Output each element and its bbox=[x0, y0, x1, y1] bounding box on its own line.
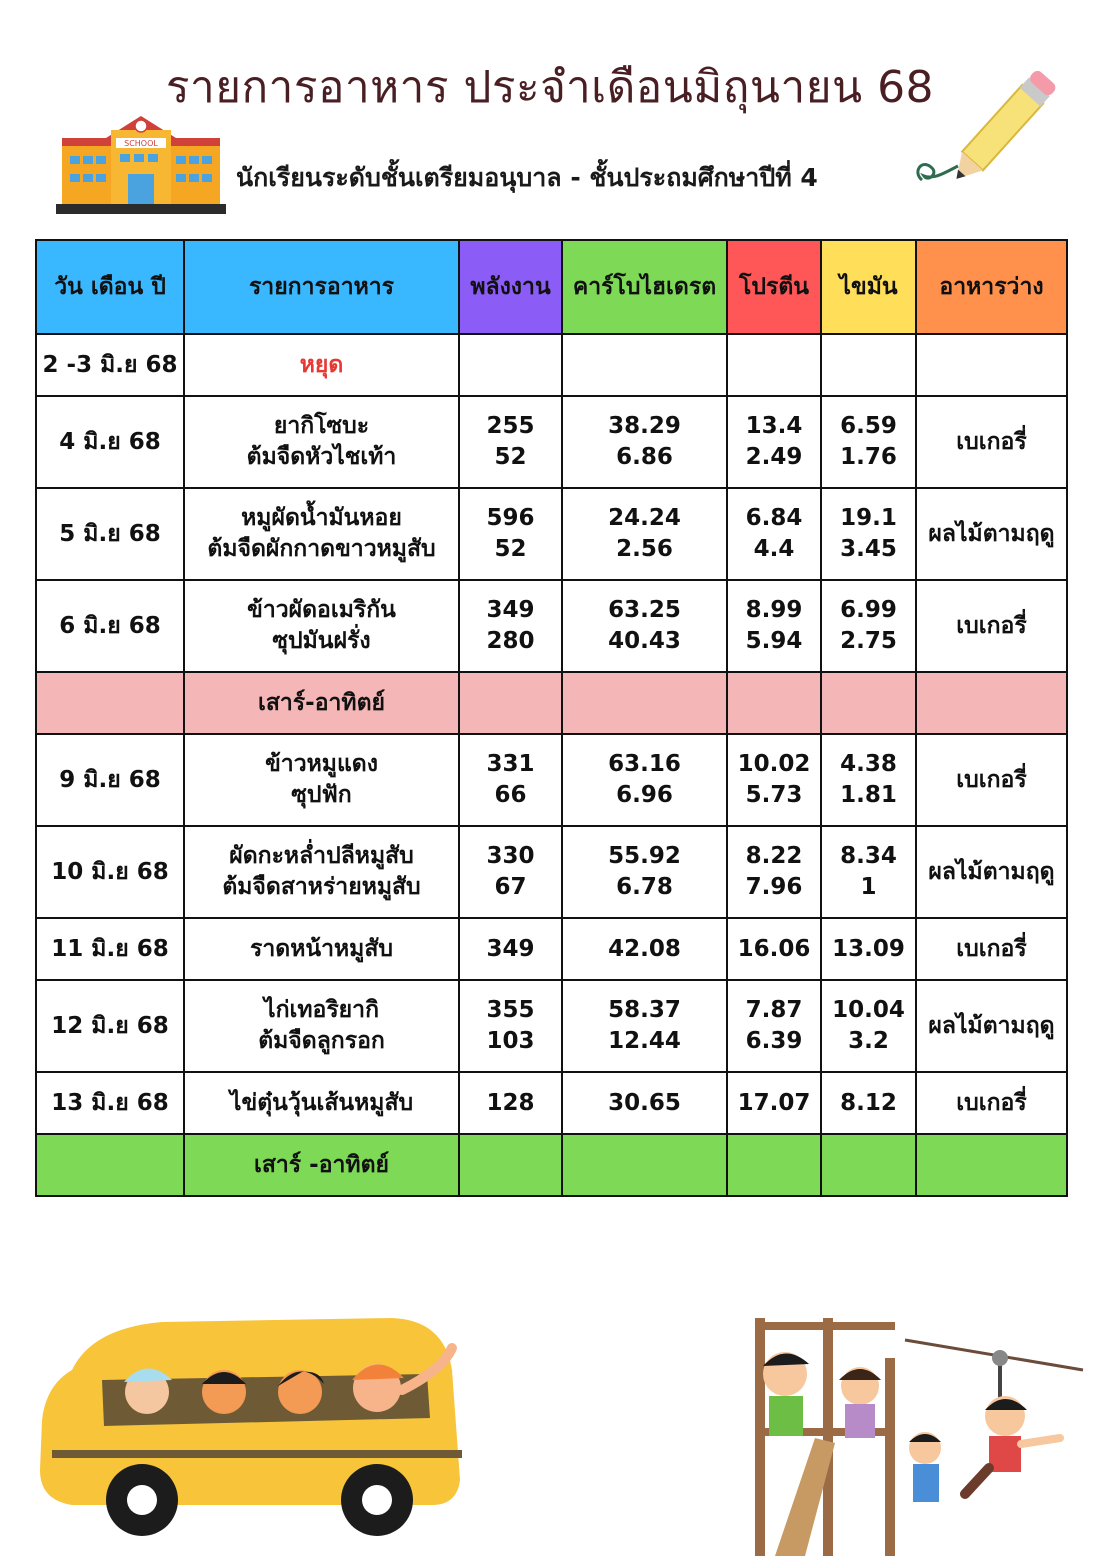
table-row bbox=[36, 734, 1067, 826]
menu-item: ต้มจืดสาหร่ายหมูสับ bbox=[222, 874, 421, 900]
carbohydrate-value: 6.96 bbox=[616, 782, 673, 808]
school-sign: SCHOOL bbox=[124, 139, 158, 148]
menu-cell bbox=[184, 734, 459, 826]
menu-item: ซุปมันฝรั่ง bbox=[272, 628, 371, 654]
menu-table bbox=[35, 239, 1068, 1197]
energy-value: 67 bbox=[494, 874, 527, 900]
date-cell: 13 มิ.ย 68 bbox=[36, 1072, 184, 1134]
carbohydrate-value: 58.37 bbox=[608, 997, 681, 1023]
fat-value: 6.99 bbox=[840, 597, 897, 623]
fat-cell bbox=[821, 1072, 916, 1134]
snack-cell: เบเกอรี่ bbox=[916, 734, 1067, 826]
protein-cell bbox=[727, 1072, 821, 1134]
column-header-snack: อาหารว่าง bbox=[916, 240, 1067, 334]
date-cell: 9 มิ.ย 68 bbox=[36, 734, 184, 826]
fat-value: 1.81 bbox=[840, 782, 897, 808]
protein-value: 8.99 bbox=[745, 597, 803, 623]
carbohydrate-value: 12.44 bbox=[608, 1028, 681, 1054]
carbohydrate-cell bbox=[562, 580, 727, 672]
empty-cell bbox=[459, 672, 562, 734]
fat-cell bbox=[821, 488, 916, 580]
date-cell: 12 มิ.ย 68 bbox=[36, 980, 184, 1072]
empty-cell bbox=[459, 1134, 562, 1196]
fat-value: 2.75 bbox=[840, 628, 897, 654]
energy-value: 596 bbox=[486, 505, 535, 531]
carbohydrate-cell bbox=[562, 488, 727, 580]
energy-value: 103 bbox=[486, 1028, 535, 1054]
table-row bbox=[36, 334, 1067, 396]
fat-value: 13.09 bbox=[832, 935, 905, 962]
carbohydrate-value: 24.24 bbox=[608, 505, 681, 531]
menu-cell bbox=[184, 826, 459, 918]
energy-value: 330 bbox=[486, 843, 535, 869]
menu-cell bbox=[184, 918, 459, 980]
table-row bbox=[36, 488, 1067, 580]
carbohydrate-value: 63.25 bbox=[608, 597, 681, 623]
empty-cell bbox=[562, 1134, 727, 1196]
pencil-icon bbox=[910, 62, 1070, 192]
carbohydrate-cell bbox=[562, 334, 727, 396]
menu-cell bbox=[184, 980, 459, 1072]
empty-cell bbox=[727, 1134, 821, 1196]
empty-cell bbox=[916, 1134, 1067, 1196]
table-row bbox=[36, 918, 1067, 980]
protein-value: 10.02 bbox=[737, 751, 811, 777]
menu-item: หมูผัดน้ำมันหอย bbox=[241, 505, 402, 531]
energy-value: 255 bbox=[486, 413, 535, 439]
snack-cell: ผลไม้ตามฤดู bbox=[916, 980, 1067, 1072]
energy-value: 66 bbox=[494, 782, 527, 808]
page-title: รายการอาหาร ประจำเดือนมิถุนายน 68 bbox=[165, 62, 935, 113]
fat-cell bbox=[821, 334, 916, 396]
weekend-row bbox=[36, 1134, 1067, 1196]
school-building-icon bbox=[56, 108, 226, 216]
weekend-row bbox=[36, 672, 1067, 734]
protein-value: 4.4 bbox=[753, 536, 795, 562]
empty-cell bbox=[916, 672, 1067, 734]
date-cell: 5 มิ.ย 68 bbox=[36, 488, 184, 580]
carbohydrate-value: 6.86 bbox=[616, 444, 673, 470]
menu-item: ซุปฟัก bbox=[291, 782, 352, 808]
weekend-label: เสาร์ -อาทิตย์ bbox=[184, 1134, 459, 1196]
energy-cell bbox=[459, 580, 562, 672]
protein-cell bbox=[727, 826, 821, 918]
protein-value: 2.49 bbox=[745, 444, 803, 470]
column-header-energy: พลังงาน bbox=[459, 240, 562, 334]
school-bus-illustration bbox=[32, 1300, 477, 1545]
empty-cell bbox=[562, 672, 727, 734]
energy-cell bbox=[459, 488, 562, 580]
menu-cell bbox=[184, 580, 459, 672]
carbohydrate-cell bbox=[562, 980, 727, 1072]
carbohydrate-cell bbox=[562, 826, 727, 918]
protein-cell bbox=[727, 488, 821, 580]
carbohydrate-value: 6.78 bbox=[616, 874, 673, 900]
empty-cell bbox=[821, 1134, 916, 1196]
fat-cell bbox=[821, 918, 916, 980]
carbohydrate-value: 38.29 bbox=[608, 413, 681, 439]
menu-item: ไก่เทอริยากิ bbox=[264, 997, 379, 1023]
table-row bbox=[36, 980, 1067, 1072]
carbohydrate-cell bbox=[562, 396, 727, 488]
protein-value: 5.94 bbox=[745, 628, 803, 654]
fat-value: 4.38 bbox=[840, 751, 897, 777]
menu-item: ราดหน้าหมูสับ bbox=[250, 935, 393, 962]
energy-cell bbox=[459, 826, 562, 918]
children-playground-illustration bbox=[715, 1318, 1085, 1556]
energy-value: 128 bbox=[486, 1089, 535, 1116]
protein-value: 8.22 bbox=[745, 843, 803, 869]
table-row bbox=[36, 580, 1067, 672]
protein-value: 7.87 bbox=[745, 997, 803, 1023]
energy-value: 280 bbox=[486, 628, 535, 654]
energy-cell bbox=[459, 918, 562, 980]
snack-cell bbox=[916, 334, 1067, 396]
menu-item: ยากิโซบะ bbox=[273, 413, 370, 439]
protein-value: 16.06 bbox=[737, 935, 811, 962]
fat-value: 8.34 bbox=[840, 843, 897, 869]
snack-cell: ผลไม้ตามฤดู bbox=[916, 826, 1067, 918]
column-header-date: วัน เดือน ปี bbox=[36, 240, 184, 334]
energy-cell bbox=[459, 334, 562, 396]
menu-item: ต้มจืดผักกาดขาวหมูสับ bbox=[207, 536, 436, 562]
protein-value: 13.4 bbox=[745, 413, 803, 439]
empty-cell bbox=[727, 672, 821, 734]
fat-cell bbox=[821, 826, 916, 918]
fat-value: 8.12 bbox=[840, 1089, 897, 1116]
column-header-protein: โปรตีน bbox=[727, 240, 821, 334]
date-cell: 4 มิ.ย 68 bbox=[36, 396, 184, 488]
energy-cell bbox=[459, 1072, 562, 1134]
fat-cell bbox=[821, 580, 916, 672]
menu-item: ต้มจืดลูกรอก bbox=[258, 1028, 385, 1054]
menu-cell bbox=[184, 488, 459, 580]
date-cell: 10 มิ.ย 68 bbox=[36, 826, 184, 918]
weekend-label: เสาร์-อาทิตย์ bbox=[184, 672, 459, 734]
carbohydrate-value: 30.65 bbox=[608, 1089, 681, 1116]
fat-value: 3.45 bbox=[840, 536, 897, 562]
menu-item: ผัดกะหล่ำปลีหมูสับ bbox=[229, 843, 414, 869]
energy-cell bbox=[459, 980, 562, 1072]
column-header-fat: ไขมัน bbox=[821, 240, 916, 334]
protein-cell bbox=[727, 918, 821, 980]
page-subtitle: นักเรียนระดับชั้นเตรียมอนุบาล - ชั้นประถมศึกษาปีที่ 4 bbox=[236, 163, 818, 192]
fat-value: 1 bbox=[860, 874, 877, 900]
column-header-carbohydrate: คาร์โบไฮเดรต bbox=[562, 240, 727, 334]
energy-value: 355 bbox=[486, 997, 535, 1023]
date-cell: 6 มิ.ย 68 bbox=[36, 580, 184, 672]
empty-cell bbox=[36, 672, 184, 734]
protein-cell bbox=[727, 580, 821, 672]
menu-item: ข้าวผัดอเมริกัน bbox=[247, 597, 396, 623]
carbohydrate-value: 63.16 bbox=[608, 751, 681, 777]
snack-cell: เบเกอรี่ bbox=[916, 918, 1067, 980]
energy-value: 349 bbox=[486, 597, 535, 623]
carbohydrate-value: 40.43 bbox=[608, 628, 681, 654]
energy-value: 349 bbox=[486, 935, 535, 962]
fat-value: 1.76 bbox=[840, 444, 897, 470]
menu-item: ข้าวหมูแดง bbox=[265, 751, 378, 777]
energy-cell bbox=[459, 734, 562, 826]
date-cell: 11 มิ.ย 68 bbox=[36, 918, 184, 980]
menu-item: ต้มจืดหัวไชเท้า bbox=[246, 444, 397, 470]
table-row bbox=[36, 826, 1067, 918]
fat-cell bbox=[821, 980, 916, 1072]
fat-value: 6.59 bbox=[840, 413, 897, 439]
fat-value: 3.2 bbox=[848, 1028, 889, 1054]
carbohydrate-value: 2.56 bbox=[616, 536, 673, 562]
energy-value: 331 bbox=[486, 751, 535, 777]
column-header-menu: รายการอาหาร bbox=[184, 240, 459, 334]
menu-item: ไข่ตุ๋นวุ้นเส้นหมูสับ bbox=[229, 1089, 414, 1116]
energy-value: 52 bbox=[494, 536, 527, 562]
protein-value: 5.73 bbox=[745, 782, 803, 808]
energy-value: 52 bbox=[494, 444, 527, 470]
protein-cell bbox=[727, 734, 821, 826]
snack-cell: ผลไม้ตามฤดู bbox=[916, 488, 1067, 580]
snack-cell: เบเกอรี่ bbox=[916, 580, 1067, 672]
table-row bbox=[36, 1072, 1067, 1134]
menu-cell bbox=[184, 1072, 459, 1134]
protein-cell bbox=[727, 334, 821, 396]
fat-value: 10.04 bbox=[832, 997, 905, 1023]
snack-cell: เบเกอรี่ bbox=[916, 1072, 1067, 1134]
fat-cell bbox=[821, 734, 916, 826]
carbohydrate-value: 55.92 bbox=[608, 843, 681, 869]
protein-value: 17.07 bbox=[737, 1089, 811, 1116]
empty-cell bbox=[36, 1134, 184, 1196]
snack-cell: เบเกอรี่ bbox=[916, 396, 1067, 488]
fat-cell bbox=[821, 396, 916, 488]
protein-value: 6.39 bbox=[745, 1028, 803, 1054]
table-header-row bbox=[36, 240, 1067, 334]
protein-cell bbox=[727, 396, 821, 488]
carbohydrate-value: 42.08 bbox=[608, 935, 681, 962]
carbohydrate-cell bbox=[562, 1072, 727, 1134]
protein-cell bbox=[727, 980, 821, 1072]
table-row bbox=[36, 396, 1067, 488]
empty-cell bbox=[821, 672, 916, 734]
menu-cell bbox=[184, 396, 459, 488]
carbohydrate-cell bbox=[562, 918, 727, 980]
protein-value: 7.96 bbox=[745, 874, 803, 900]
protein-value: 6.84 bbox=[745, 505, 803, 531]
holiday-label: หยุด bbox=[184, 334, 459, 396]
fat-value: 19.1 bbox=[840, 505, 897, 531]
energy-cell bbox=[459, 396, 562, 488]
date-cell: 2 -3 มิ.ย 68 bbox=[36, 334, 184, 396]
carbohydrate-cell bbox=[562, 734, 727, 826]
